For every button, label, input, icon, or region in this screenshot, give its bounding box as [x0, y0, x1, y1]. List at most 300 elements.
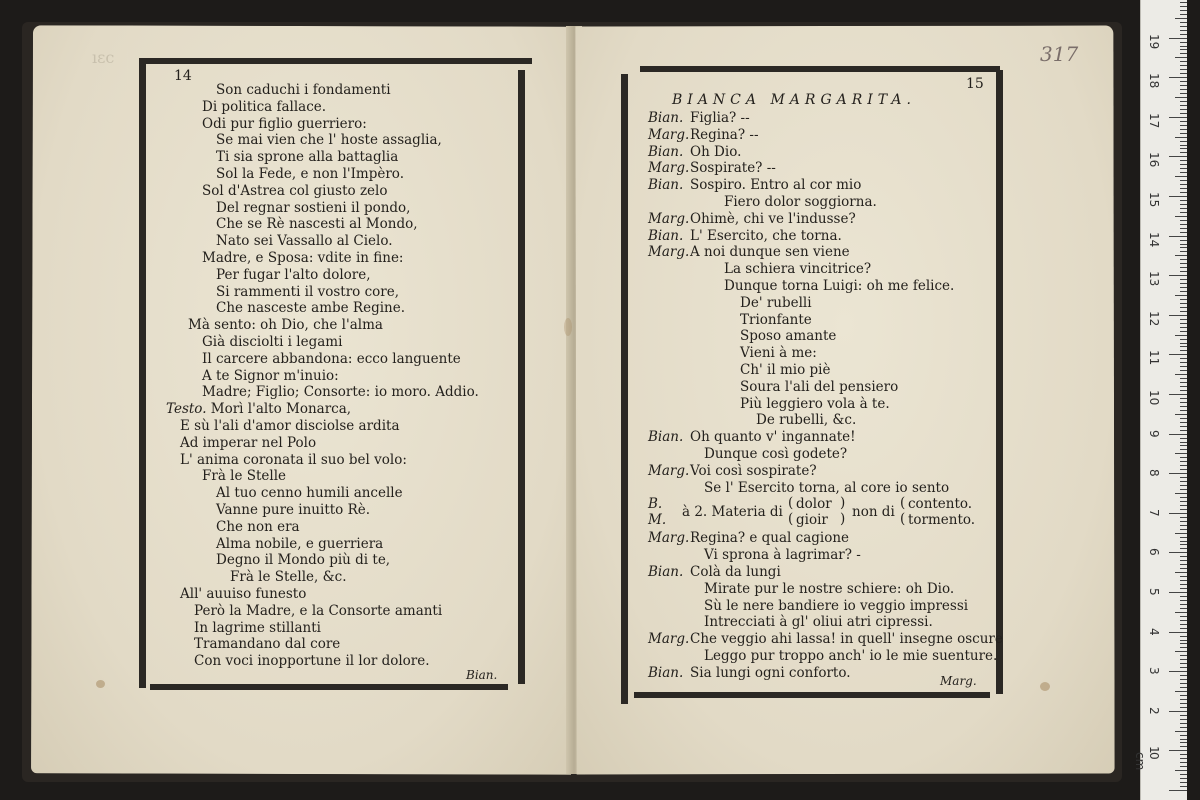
ruler-tick [1180, 287, 1187, 288]
dialogue-line [648, 211, 1003, 228]
ruler-tick [1180, 505, 1187, 506]
ruler-tick [1180, 346, 1187, 347]
ruler-tick [1175, 216, 1187, 217]
ruler-tick [1180, 339, 1187, 340]
ruler-tick [1180, 469, 1187, 470]
ruler-tick [1180, 30, 1187, 31]
ruler-tick [1175, 691, 1187, 692]
ruler-label: 8 [1147, 469, 1161, 477]
duet-word-contento: contento. [908, 496, 973, 513]
ruler-tick [1180, 402, 1187, 403]
ruler-tick [1180, 362, 1187, 363]
ruler-tick [1180, 49, 1187, 50]
ruler-tick [1180, 461, 1187, 462]
text-line: Se mai vien che l' hoste assaglia, [216, 132, 442, 149]
dialogue-text: De rubelli, &c. [756, 412, 857, 429]
duet-text-nondi: non di [852, 504, 895, 521]
ruler-tick [1180, 541, 1187, 542]
ruler-tick [1180, 14, 1187, 15]
measurement-ruler [1133, 0, 1187, 800]
text-line: Madre, e Sposa: vdite in fine: [202, 249, 404, 266]
ruler-tick [1169, 671, 1187, 672]
ruler-tick [1180, 200, 1187, 201]
text-line: L' anima coronata il suo bel volo: [180, 451, 407, 468]
ruler-tick [1180, 212, 1187, 213]
ruler-tick [1180, 410, 1187, 411]
ruler-tick [1180, 113, 1187, 114]
manuscript-number: 317 [1040, 42, 1079, 66]
ruler-tick [1180, 85, 1187, 86]
text-line: Testo. Morì l'alto Monarca, [166, 401, 352, 418]
ruler-tick [1180, 699, 1187, 700]
ruler-label: 9 [1147, 429, 1161, 438]
dialogue-text: Sospiro. Entro al cor mio [690, 177, 862, 194]
text-line: Sol d'Astrea col giusto zelo [202, 182, 388, 199]
text-line: Degno il Mondo più di te, [216, 552, 391, 569]
ruler-tick [1180, 101, 1187, 102]
dialogue-line [648, 379, 1003, 396]
ruler-tick [1175, 137, 1187, 138]
ruler-tick [1180, 10, 1187, 11]
ruler-tick [1180, 240, 1187, 241]
dialogue-text: Sospirate? -- [690, 160, 776, 177]
ruler-tick [1180, 596, 1187, 597]
ruler-tick [1180, 307, 1187, 308]
ruler-tick [1180, 331, 1187, 332]
right-page-number: 15 [966, 76, 984, 92]
text-line: Odi pur figlio guerriero: [202, 115, 367, 132]
ruler-tick [1180, 291, 1187, 292]
ruler-tick [1169, 275, 1187, 276]
ruler-tick [1180, 2, 1187, 3]
ruler-tick [1180, 628, 1187, 629]
ruler-tick [1180, 762, 1187, 763]
text-line: Già disciolti i legami [202, 333, 343, 350]
ink-stain [564, 318, 572, 336]
ruler-tick [1180, 624, 1187, 625]
ruler-tick [1180, 145, 1187, 146]
ruler-tick [1169, 156, 1187, 157]
ruler-tick [1180, 588, 1187, 589]
speaker-label: Bian. [648, 563, 684, 580]
dialogue-line [648, 614, 1003, 631]
ruler-tick [1180, 129, 1187, 130]
text-line: Che se Rè nascesti al Mondo, [216, 216, 418, 233]
ruler-tick [1180, 267, 1187, 268]
dialogue-line [648, 177, 1003, 194]
duet-word-dolor: dolor [796, 496, 832, 513]
ruler-tick [1169, 513, 1187, 514]
ruler-tick [1180, 61, 1187, 62]
ruler-tick [1180, 184, 1187, 185]
ruler-tick [1180, 584, 1187, 585]
dialogue-line [648, 396, 1003, 413]
dialogue-line [648, 278, 1003, 295]
ruler-tick [1180, 727, 1187, 728]
ruler-tick [1180, 695, 1187, 696]
ruler-tick [1180, 683, 1187, 684]
ruler-tick [1180, 247, 1187, 248]
text-line: Che non era [216, 518, 300, 535]
ruler-tick [1180, 442, 1187, 443]
dialogue-text: Vieni à me: [740, 345, 817, 362]
ruler-tick [1180, 358, 1187, 359]
ruler-tick [1180, 418, 1187, 419]
ruler-tick [1180, 774, 1187, 775]
text-line: Alma nobile, e guerriera [216, 535, 384, 552]
left-frame-left [139, 58, 146, 688]
text-line: Del regnar sostieni il pondo, [216, 199, 411, 216]
ruler-tick [1180, 303, 1187, 304]
text-line: Sol la Fede, e non l'Impèro. [216, 165, 404, 182]
ruler-tick [1180, 350, 1187, 351]
ruler-tick [1169, 790, 1187, 791]
ruler-tick [1180, 42, 1187, 43]
dialogue-text: Soura l'ali del pensiero [740, 378, 899, 395]
ruler-tick [1180, 299, 1187, 300]
dialogue-text: Colà da lungi [690, 563, 781, 580]
ruler-tick [1169, 236, 1187, 237]
text-line: Però la Madre, e la Consorte amanti [194, 602, 443, 619]
ink-stain [96, 680, 105, 688]
ruler-tick [1180, 723, 1187, 724]
ruler-tick [1180, 600, 1187, 601]
right-frame-top [640, 66, 1000, 72]
ruler-tick [1175, 295, 1187, 296]
ruler-tick [1169, 354, 1187, 355]
ruler-tick [1169, 394, 1187, 395]
ruler-tick [1180, 620, 1187, 621]
dialogue-text: Sia lungi ogni conforto. [690, 664, 851, 681]
dialogue-text: Più leggiero vola à te. [740, 395, 890, 412]
ruler-tick [1180, 667, 1187, 668]
ruler-tick [1180, 271, 1187, 272]
ruler-label: 6 [1147, 548, 1161, 557]
ruler-tick [1180, 343, 1187, 344]
duet-word-tormento: tormento. [908, 512, 976, 529]
ruler-tick [1180, 687, 1187, 688]
ruler-label: 7 [1147, 508, 1161, 517]
right-page-title: BIANCA MARGARITA. [672, 92, 916, 108]
ruler-tick [1180, 69, 1187, 70]
ruler-tick [1180, 378, 1187, 379]
ruler-tick [1180, 430, 1187, 431]
dialogue-text: Mirate pur le nostre schiere: oh Dio. [704, 580, 955, 597]
dialogue-line [648, 530, 1003, 547]
dialogue-line [648, 648, 1003, 665]
ruler-tick [1180, 457, 1187, 458]
ruler-tick [1180, 125, 1187, 126]
ruler-tick [1180, 616, 1187, 617]
ruler-tick [1180, 26, 1187, 27]
ruler-label: 3 [1147, 667, 1161, 675]
ruler-tick [1180, 366, 1187, 367]
dialogue-line [648, 144, 1003, 161]
dialogue-text: Che veggio ahi lassa! in quell' insegne oscure [690, 631, 1003, 648]
ruler-tick [1175, 57, 1187, 58]
right-page-text [648, 110, 1003, 682]
ruler-tick [1169, 117, 1187, 118]
ruler-label: 18 [1147, 73, 1161, 89]
ruler-tick [1180, 133, 1187, 134]
ruler-tick [1180, 263, 1187, 264]
ruler-label: 13 [1147, 271, 1161, 287]
text-line: Nato sei Vassallo al Cielo. [216, 233, 393, 250]
dialogue-line [648, 244, 1003, 261]
dialogue-line [648, 160, 1003, 177]
ruler-tick [1180, 786, 1187, 787]
right-frame-bottom [634, 692, 990, 698]
ruler-tick [1169, 592, 1187, 593]
ruler-tick [1175, 493, 1187, 494]
ruler-tick [1180, 148, 1187, 149]
ruler-tick [1180, 283, 1187, 284]
text-line: Ti sia sprone alla battaglia [216, 149, 399, 166]
ruler-tick [1180, 445, 1187, 446]
ruler-tick [1169, 750, 1187, 751]
dialogue-line [648, 295, 1003, 312]
ruler-tick [1180, 647, 1187, 648]
duet-text: à 2. Materia di [682, 504, 783, 521]
ruler-tick [1180, 109, 1187, 110]
ruler-tick [1175, 770, 1187, 771]
ruler-tick [1180, 643, 1187, 644]
ruler-tick [1175, 612, 1187, 613]
ruler-tick [1180, 497, 1187, 498]
ruler-tick [1180, 636, 1187, 637]
dialogue-text: Oh quanto v' ingannate! [690, 429, 856, 446]
ruler-tick [1180, 319, 1187, 320]
ruler-tick [1180, 679, 1187, 680]
dialogue-text: De' rubelli [740, 294, 812, 311]
ruler-label: 2 [1147, 706, 1161, 715]
ruler-tick [1180, 766, 1187, 767]
brace: ( [788, 495, 794, 512]
dialogue-line [648, 228, 1003, 245]
text-line: A te Signor m'inuio: [202, 367, 339, 384]
ruler-tick [1175, 572, 1187, 573]
ruler-tick [1180, 537, 1187, 538]
dialogue-line [648, 194, 1003, 211]
ruler-tick [1180, 172, 1187, 173]
ruler-tick [1175, 18, 1187, 19]
duet-word-gioir: gioir [796, 512, 828, 529]
ruler-label: 4 [1147, 627, 1161, 636]
ruler-tick [1180, 608, 1187, 609]
ruler-tick [1180, 739, 1187, 740]
ruler-tick [1180, 481, 1187, 482]
dialogue-text: Sposo amante [740, 328, 837, 345]
dialogue-line [648, 446, 1003, 463]
ruler-tick [1180, 105, 1187, 106]
dialogue-line [648, 463, 1003, 480]
ruler-tick [1180, 556, 1187, 557]
dialogue-line [648, 412, 1003, 429]
ruler-tick [1175, 453, 1187, 454]
ruler-tick [1180, 65, 1187, 66]
text-line: Frà le Stelle, &c. [230, 569, 347, 586]
ruler-tick [1180, 228, 1187, 229]
brace: ( [900, 495, 906, 512]
ruler-tick [1180, 778, 1187, 779]
ruler-tick [1180, 168, 1187, 169]
ruler-tick [1180, 53, 1187, 54]
ruler-tick [1180, 485, 1187, 486]
ruler-tick [1180, 675, 1187, 676]
dialogue-text: Voi così sospirate? [690, 462, 817, 479]
ruler-tick [1180, 465, 1187, 466]
text-line: All' auuiso funesto [180, 585, 307, 602]
dialogue-text: La schiera vincitrice? [724, 261, 872, 278]
text-line: Al tuo cenno humili ancelle [216, 485, 403, 502]
ruler-tick [1180, 782, 1187, 783]
text-line: Frà le Stelle [202, 468, 287, 485]
text-line: Vanne pure inuitto Rè. [216, 501, 371, 518]
ruler-tick [1180, 382, 1187, 383]
dialogue-text: Oh Dio. [690, 143, 742, 160]
speaker-label: Bian. [648, 227, 684, 244]
speaker-label: Marg. [648, 160, 690, 177]
ruler-tick [1169, 552, 1187, 553]
ruler-tick [1180, 735, 1187, 736]
ruler-tick [1180, 548, 1187, 549]
ruler-tick [1175, 731, 1187, 732]
ruler-label: 10 [1147, 390, 1161, 406]
dialogue-line [648, 581, 1003, 598]
ruler-tick [1180, 386, 1187, 387]
dialogue-line [648, 631, 1003, 648]
ink-stain [1040, 682, 1050, 691]
ruler-tick [1180, 152, 1187, 153]
ruler-label: 0 cm [1133, 752, 1161, 771]
left-page-text [164, 82, 479, 670]
ruler-tick [1169, 632, 1187, 633]
ruler-tick [1180, 544, 1187, 545]
ruler-label: 14 [1147, 231, 1161, 247]
ruler-tick [1180, 232, 1187, 233]
ruler-tick [1180, 742, 1187, 743]
speaker-label: Marg. [648, 126, 690, 143]
left-frame-right [518, 70, 525, 684]
ruler-tick [1180, 46, 1187, 47]
left-frame-top [140, 58, 532, 64]
ruler-tick [1180, 580, 1187, 581]
ruler-tick [1180, 719, 1187, 720]
ruler-tick [1180, 160, 1187, 161]
brace: ) [840, 495, 846, 512]
ruler-tick [1180, 89, 1187, 90]
ruler-tick [1180, 501, 1187, 502]
dialogue-text: Vi sprona à lagrimar? - [704, 547, 861, 564]
ruler-tick [1169, 434, 1187, 435]
ruler-tick [1180, 703, 1187, 704]
right-catchword: Marg. [940, 674, 977, 688]
ruler-tick [1180, 224, 1187, 225]
ruler-tick [1180, 449, 1187, 450]
ruler-tick [1180, 188, 1187, 189]
ruler-label: 15 [1147, 192, 1161, 208]
text-line: Tramandano dal core [194, 636, 341, 653]
duet-speaker-b: B. [648, 496, 663, 513]
ruler-tick [1180, 73, 1187, 74]
ruler-tick [1180, 568, 1187, 569]
dialogue-line [648, 127, 1003, 144]
ruler-tick [1180, 754, 1187, 755]
ruler-tick [1180, 192, 1187, 193]
speaker-label: Marg. [648, 462, 690, 479]
ruler-tick [1180, 715, 1187, 716]
ruler-tick [1180, 121, 1187, 122]
ruler-tick [1180, 208, 1187, 209]
ruler-label: 16 [1147, 152, 1161, 168]
ruler-tick [1180, 81, 1187, 82]
dialogue-text: Regina? -- [690, 126, 759, 143]
dialogue-text: Regina? e qual cagione [690, 530, 850, 547]
ruler-tick [1180, 663, 1187, 664]
dialogue-line [648, 362, 1003, 379]
ruler-tick [1180, 141, 1187, 142]
speaker-label: Bian. [648, 664, 684, 681]
dialogue-text: Leggo pur troppo anch' io le mie suenture. [704, 647, 998, 664]
speaker-label: Bian. [648, 143, 684, 160]
text-line: Che nasceste ambe Regine. [216, 300, 406, 317]
ruler-tick [1180, 604, 1187, 605]
ruler-tick [1180, 509, 1187, 510]
ruler-tick [1169, 711, 1187, 712]
duet-speaker-m: M. [648, 512, 667, 529]
dialogue-text: Dunque torna Luigi: oh me felice. [724, 277, 955, 294]
ruler-tick [1175, 176, 1187, 177]
speaker-label: Marg. [648, 244, 690, 261]
dialogue-line [648, 547, 1003, 564]
ruler-tick [1180, 22, 1187, 23]
dialogue-text: Ch' il mio piè [740, 361, 831, 378]
ruler-tick [1175, 255, 1187, 256]
speaker-label: Marg. [648, 210, 690, 227]
dialogue-text: Sù le nere bandiere io veggio impressi [704, 597, 969, 614]
ruler-tick [1175, 533, 1187, 534]
text-line: Con voci inopportune il lor dolore. [194, 653, 430, 670]
ruler-tick [1180, 521, 1187, 522]
text-line: Di politica fallace. [202, 98, 327, 115]
dialogue-text: Intrecciati à gl' oliui atri cipressi. [704, 614, 933, 631]
brace: ( [788, 511, 794, 528]
ruler-tick [1169, 473, 1187, 474]
dialogue-line [648, 312, 1003, 329]
text-line: Madre; Figlio; Consorte: io moro. Addio. [202, 384, 479, 401]
ruler-tick [1169, 315, 1187, 316]
ruler-tick [1180, 655, 1187, 656]
ruler-tick [1180, 34, 1187, 35]
ruler-tick [1180, 707, 1187, 708]
speaker-label: Marg. [648, 530, 690, 547]
ruler-tick [1180, 426, 1187, 427]
ruler-label: 17 [1147, 112, 1161, 129]
ruler-tick [1175, 651, 1187, 652]
dialogue-text: Trionfante [740, 311, 812, 328]
ruler-tick [1180, 438, 1187, 439]
ruler-label: 19 [1147, 33, 1161, 49]
ruler-tick [1180, 758, 1187, 759]
ruler-tick [1180, 390, 1187, 391]
ruler-label: 1 [1147, 746, 1161, 755]
ruler-tick [1180, 398, 1187, 399]
dialogue-line [648, 598, 1003, 615]
brace: ) [840, 511, 846, 528]
ruler-tick [1180, 560, 1187, 561]
dialogue-line [648, 261, 1003, 278]
left-frame-bottom [150, 684, 508, 690]
